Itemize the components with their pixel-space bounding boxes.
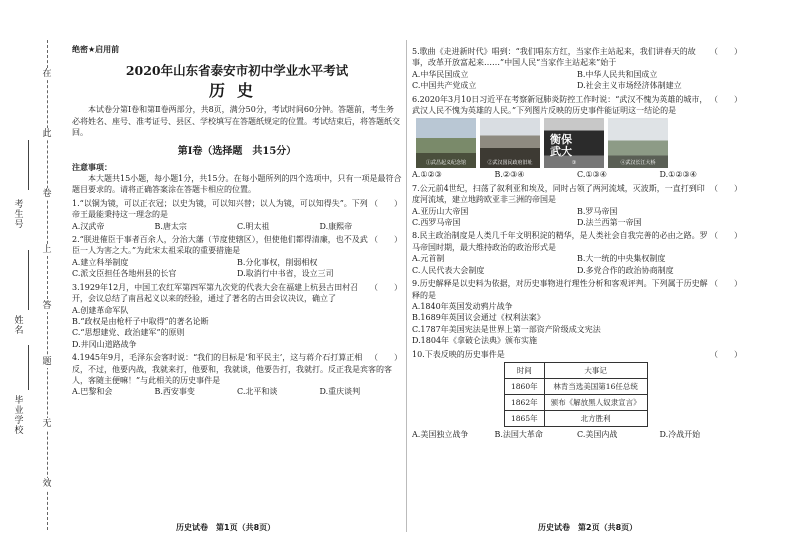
answer-bracket: （ ） [710, 183, 742, 193]
options [72, 221, 402, 232]
photo [544, 118, 604, 168]
answer-option: A.美国独立战争 [412, 429, 469, 439]
question-stem [72, 198, 402, 221]
options [412, 169, 742, 180]
school-label: 毕业学校 [14, 396, 24, 436]
answer-option: B.唐太宗 [154, 221, 187, 231]
answer-option: A.1840年英国发动鸦片战争 [412, 301, 513, 311]
events-table [504, 362, 648, 427]
left-page [72, 44, 402, 398]
answer-option: B.②③④ [494, 170, 525, 180]
table-header: 时间 [505, 362, 545, 378]
seal-char: 题 [42, 357, 52, 367]
question-stem [412, 349, 742, 360]
answer-option: C.美国内战 [577, 429, 618, 439]
answer-option: D.取消行中书省，设立三司 [237, 269, 334, 279]
photo-caption: ②武汉国民政府旧址 [487, 160, 533, 167]
exam-instructions: 本试卷分第Ⅰ卷和第Ⅱ卷两部分，共8页，满分50分，考试时间60分钟。答题前，考生务必将姓名、座号、准考证号、县区、学校填写在答题纸规定的位置。考试结束后，将答题纸交回。 [72, 105, 400, 138]
question [412, 94, 742, 181]
page-footer: 历史试卷 第1页（共8页） [176, 523, 276, 532]
answer-option: A.①②③ [412, 170, 442, 180]
options [412, 301, 742, 347]
answer-bracket: （ ） [370, 235, 402, 245]
answer-option: A.中华民国成立 [412, 69, 469, 79]
name-field[interactable] [28, 250, 29, 310]
question [72, 198, 402, 232]
question [412, 46, 742, 92]
seal-char: 卷 [42, 189, 52, 199]
exam-title: 2020年山东省泰安市初中学业水平考试 [125, 63, 349, 79]
photo-caption: ④武汉长江大桥 [620, 160, 656, 167]
question-stem [72, 352, 402, 386]
table-header: 大事记 [544, 362, 647, 378]
answer-bracket: （ ） [370, 353, 402, 363]
seal-char: 此 [42, 129, 52, 139]
options [72, 305, 402, 351]
answer-bracket: （ ） [710, 279, 742, 289]
table-cell: 1862年 [505, 394, 545, 410]
answer-option: A.亚历山大帝国 [412, 206, 469, 216]
section-title: 第Ⅰ卷（选择题 共15分） [177, 145, 297, 157]
question [412, 349, 742, 441]
binding-strip [0, 0, 70, 560]
question-text: 8.民主政治制度是人类几千年文明积淀的精华，是人类社会自我完善的必由之路。罗马帝国时期，最大维持政治的政治形式是 [412, 231, 708, 252]
answer-option: A.巴黎和会 [72, 387, 113, 397]
notes-heading: 注意事项： [72, 162, 112, 172]
answer-option: D.社会主义市场经济体制建立 [577, 81, 682, 91]
subject-title: 历史 [208, 81, 265, 101]
answer-option: D.1804年《拿破仑法典》颁布实施 [412, 336, 538, 346]
answer-option: D.重庆谈判 [319, 387, 361, 397]
photo-inscription: 衡保 武大 [550, 133, 572, 159]
answer-option: B.法国大革命 [494, 429, 543, 439]
answer-option: C.派文臣担任各地州县的长官 [72, 269, 177, 279]
table-row [505, 394, 648, 410]
exam-no-field[interactable] [28, 140, 29, 190]
answer-option: A.创建革命军队 [72, 305, 129, 315]
answer-option: D.法兰西第一帝国 [577, 218, 642, 228]
question-stem [412, 94, 742, 117]
options [72, 257, 402, 280]
question-text: 9.历史解释是以史料为依据，对历史事物进行理性分析和客观评判。下列属于历史解释的是 [412, 279, 708, 300]
seal-char: 答 [42, 301, 52, 311]
seal-line [47, 40, 48, 530]
question-text: 7.公元前4世纪，扫荡了叙利亚和埃及，同时占领了两河流域，灭波斯，一直打到印度河流域，建立地跨欧亚非三洲的帝国是 [412, 183, 705, 205]
page-footer: 历史试卷 第2页（共8页） [538, 523, 638, 532]
answer-option: C.中国共产党成立 [412, 81, 477, 91]
question-stem [412, 46, 742, 69]
page-divider [406, 40, 407, 532]
answer-option: D.井冈山道路战争 [72, 339, 137, 349]
answer-option: C.人民代表大会制度 [412, 265, 485, 275]
table-row [505, 378, 648, 394]
question [412, 183, 742, 229]
answer-option: C.1787年美国宪法是世界上第一部资产阶级成文宪法 [412, 324, 601, 334]
answer-option: B.西安事变 [154, 387, 195, 397]
name-label: 姓名 [14, 316, 24, 336]
table-cell: 1860年 [505, 378, 545, 394]
photo-row [416, 118, 742, 168]
answer-bracket: （ ） [710, 94, 742, 104]
answer-bracket: （ ） [710, 231, 742, 241]
answer-option: B.1689年英国议会通过《权利法案》 [412, 313, 545, 323]
answer-option: C.明太祖 [237, 221, 270, 231]
question-stem [412, 183, 742, 206]
answer-option: B.罗马帝国 [577, 206, 618, 216]
seal-char: 上 [42, 245, 52, 255]
table-cell: 颁布《解放黑人奴隶宣言》 [544, 394, 647, 410]
question-text: 10.下表反映的历史事件是 [412, 349, 505, 359]
question-stem [72, 234, 402, 257]
table-cell: 1865年 [505, 410, 545, 426]
answer-option: A.建立科举制度 [72, 257, 129, 267]
answer-bracket: （ ） [370, 198, 402, 208]
photo [416, 118, 476, 168]
photo [608, 118, 668, 168]
answer-bracket: （ ） [710, 349, 742, 359]
secret-mark: 绝密★启用前 [72, 45, 120, 54]
question [412, 278, 742, 346]
options [412, 69, 742, 92]
photo-caption: ①武昌起义纪念馆 [425, 160, 466, 167]
table-cell: 林肯当选美国第16任总统 [544, 378, 647, 394]
options [412, 429, 742, 440]
question-text: 3.1929年12月，中国工农红军第四军第九次党的代表大会在福建上杭县古田村召开，会议总结了南昌起义以来的经验，通过了著名的古田会议决议，确立了 [72, 282, 359, 304]
answer-option: D.康熙帝 [319, 221, 353, 231]
answer-option: B.大一统的中央集权制度 [577, 254, 666, 264]
answer-option: C.“思想建党、政治建军”的原则 [72, 328, 185, 338]
question [72, 352, 402, 398]
options [412, 206, 742, 229]
answer-option: C.①③④ [577, 170, 607, 180]
answer-option: D.冷战开始 [659, 429, 701, 439]
question [412, 230, 742, 276]
answer-option: B.分化事权，削弱相权 [237, 257, 318, 267]
answer-bracket: （ ） [370, 282, 402, 292]
question-list [72, 198, 402, 398]
answer-option: A.元首制 [412, 254, 445, 264]
seal-char: 无 [42, 419, 52, 429]
photo [480, 118, 540, 168]
notes-body: 本大题共15小题，每小题1分，共15分。在每小题所列的四个选项中，只有一项是最符合题目要求的。请将正确答案涂在答题卡相应的位置。 [72, 174, 402, 195]
answer-option: C.北平和谈 [237, 387, 278, 397]
school-field[interactable] [28, 345, 29, 390]
answer-option: A.汉武帝 [72, 221, 105, 231]
question-text: 2.“朕进傕臣于事者百余人，分治大藩（节度使辖区），但使他们都得清廉，也不及武臣一人为害之大。”为此宋太祖采取的重要措施是 [72, 235, 368, 256]
seal-char: 在 [42, 69, 52, 79]
answer-option: D.①②③④ [659, 170, 697, 180]
answer-option: B.中华人民共和国成立 [577, 69, 658, 79]
answer-option: B.“政权是由枪杆子中取得”的著名论断 [72, 316, 209, 326]
question-text: 5.歌曲《走进新时代》唱到：“我们唱东方红，当家作主站起来，我们讲春天的故事，改革开放富起来……”中国人民“当家作主站起来”始于 [412, 47, 696, 68]
seal-char: 效 [42, 479, 52, 489]
question-stem [72, 282, 402, 305]
exam-no-label: 考生号 [14, 200, 24, 230]
table-row [505, 410, 648, 426]
question [72, 234, 402, 280]
question-stem [412, 230, 742, 253]
question-text: 1.“以铜为镜，可以正衣冠；以史为镜，可以知兴替；以人为镜，可以知得失”。下列帝王最能秉持这一理念的是 [72, 198, 368, 220]
right-page [412, 44, 742, 440]
question [72, 282, 402, 350]
question-text: 4.1945年9月，毛泽东会客时说：“我们的目标是‘和平民主’，这与蒋介石打算正相反，不过，他要内战，我就来打，他要和，我就谈，他要告打，我就打。反正我是宾客的客人，客随主便嘛！”与此相关的历史事件是 [72, 353, 392, 385]
options [412, 253, 742, 276]
answer-bracket: （ ） [710, 47, 742, 56]
photo-caption: ③ [571, 160, 577, 167]
table-cell: 北方胜利 [544, 410, 647, 426]
question-stem [412, 278, 742, 301]
question-text: 6.2020年3月10日习近平在考察新冠肺炎防控工作时说：“武汉不愧为英雄的城市，武汉人民不愧为英雄的人民。”下列图片反映的历史事件能证明这一结论的是 [412, 94, 708, 116]
options [72, 386, 402, 397]
answer-option: C.西罗马帝国 [412, 218, 461, 228]
answer-option: D.多党合作的政治协商制度 [577, 265, 674, 275]
question-list [412, 46, 742, 440]
